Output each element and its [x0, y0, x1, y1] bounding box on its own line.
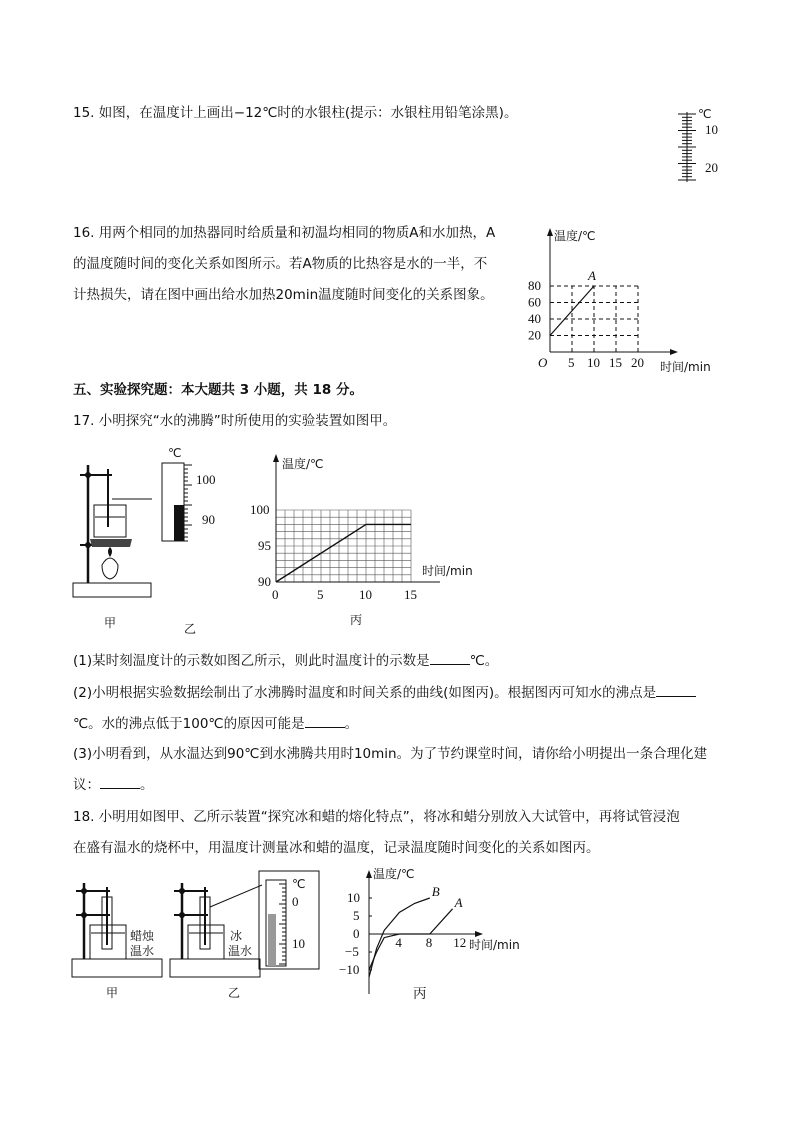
x-arrow: [475, 931, 483, 937]
q17-p2b: [73, 713, 358, 734]
x-tick-label: 8: [425, 935, 433, 950]
x-tick-label: 5: [568, 355, 575, 370]
q18-label-water2: 温水: [228, 944, 253, 958]
q15-text: 15. 如图，在温度计上画出−12℃时的水银柱(提示：水银柱用铅笔涂黑)。: [73, 105, 518, 121]
q15-tick-10: 10: [705, 122, 718, 137]
q18-graph: [335, 862, 535, 1007]
q16-line2: 的温度随时间的变化关系如图所示。若A物质的比热容是水的一半，不: [73, 256, 488, 272]
q18-ticks: [279, 884, 286, 964]
q16-graph: [520, 222, 730, 377]
x-axis-label: 时间/min: [422, 564, 473, 578]
q17-label-jia: 甲: [104, 616, 117, 630]
q17-thermometer: [150, 443, 230, 643]
y-tick-label: −5: [345, 944, 359, 959]
y-tick-label: 20: [528, 327, 541, 343]
q17-tick-90: 90: [202, 512, 215, 527]
q15-unit: ℃: [698, 107, 712, 121]
x-tick-label: 4: [395, 935, 402, 950]
q15-thermometer: [660, 100, 740, 190]
q18-thermo-unit: ℃: [292, 877, 306, 891]
q17-p2-end: 。: [344, 716, 359, 732]
q15-ticks: [678, 114, 696, 180]
y-arrow: [273, 454, 279, 462]
q17-apparatus: [68, 455, 158, 635]
y-tick-label: 5: [353, 908, 360, 923]
q18-apparatus-jia: [68, 875, 168, 1005]
y-axis-label: 温度/℃: [282, 457, 324, 471]
q17-ticks: [184, 465, 192, 541]
q15-tick-20: 20: [705, 160, 718, 175]
q17-p3b-text: 议：: [73, 777, 100, 793]
y-tick-label: −10: [339, 962, 360, 977]
x-tick-label: 10: [359, 587, 372, 602]
y-arrow: [547, 228, 553, 236]
q18-label-jia: 甲: [106, 986, 119, 1000]
q17-blank-4[interactable]: [100, 774, 140, 789]
x-tick-label: 15: [404, 587, 417, 602]
q16-line1: 16. 用两个相同的加热器同时给质量和初温均相同的物质A和水加热，A: [73, 225, 496, 241]
q18-tick-10: 10: [292, 936, 305, 951]
q18-line1: 18. 小明用如图甲、乙所示装置“探究冰和蜡的熔化特点”，将冰和蜡分别放入大试管中，再将试管浸泡: [73, 809, 680, 825]
q18-apparatus-yi: [166, 875, 266, 1005]
x-tick-label: 15: [609, 355, 622, 370]
x-tick-label: 12: [453, 935, 467, 950]
q18-tick-0: 0: [292, 894, 299, 909]
y-axis-label: 温度/℃: [373, 867, 415, 881]
x-arrow: [670, 349, 678, 355]
q17-p2b-text: ℃。水的沸点低于100℃的原因可能是: [73, 716, 305, 732]
series-A-line: [369, 909, 453, 970]
origin-label: O: [538, 355, 548, 370]
section5-title: 五、实验探究题：本大题共 3 小题，共 18 分。: [73, 382, 363, 398]
y-tick-label: 80: [528, 278, 541, 293]
q17-p2a-text: (2)小明根据实验数据绘制出了水沸腾时温度和时间关系的曲线(如图丙)。根据图丙可知水的沸点是: [73, 685, 657, 701]
series-A-label: A: [588, 268, 596, 283]
x-tick-label: 10: [587, 355, 600, 370]
y-tick-label: 100: [250, 502, 270, 517]
q17-p1-text: (1)某时刻温度计的示数如图乙所示，则此时温度计的示数是: [73, 653, 430, 669]
series-A-label: A: [454, 894, 463, 910]
q18-label-yi: 乙: [228, 986, 241, 1000]
q17-p3b: [73, 774, 154, 795]
q17-intro: 17. 小明探究“水的沸腾”时所使用的实验装置如图甲。: [73, 413, 397, 429]
q17-p1-end: ℃。: [469, 653, 499, 669]
q17-label-yi: 乙: [184, 622, 197, 636]
y-tick-label: 0: [353, 926, 360, 941]
q17-blank-3[interactable]: [305, 713, 345, 728]
x-tick-label: 0: [272, 587, 279, 602]
q17-p2a: [73, 682, 696, 703]
series-B-label: B: [431, 884, 440, 899]
q17-thermo-unit: ℃: [168, 446, 182, 460]
q17-tick-100: 100: [196, 472, 216, 487]
y-tick-label: 90: [258, 574, 271, 589]
y-axis-label: 温度/℃: [554, 229, 596, 243]
y-tick-label: 10: [347, 890, 360, 905]
q17-p3a: (3)小明看到，从水温达到90℃到水沸腾共用时10min。为了节约课堂时间，请你给小明提出一条合理化建: [73, 746, 708, 762]
q17-p3-end: 。: [140, 777, 154, 793]
q18-label-water1: 温水: [130, 944, 155, 958]
x-tick-label: 20: [631, 355, 644, 370]
q17-p1: [73, 650, 498, 671]
q17-blank-1[interactable]: [430, 650, 470, 665]
q18-thermometer: [258, 870, 322, 976]
q17-blank-2[interactable]: [656, 682, 696, 697]
y-tick-label: 40: [528, 311, 541, 326]
x-axis-label: 时间/min: [469, 938, 520, 952]
y-tick-label: 95: [258, 538, 271, 553]
y-tick-label: 60: [528, 294, 541, 310]
q17-graph: [250, 452, 490, 632]
y-arrow: [366, 870, 372, 878]
x-axis-label: 时间/min: [660, 360, 711, 374]
q18-label-bing: 丙: [413, 986, 427, 1002]
q18-label-ice: 冰: [230, 929, 243, 943]
q18-line2: 在盛有温水的烧杯中，用温度计测量冰和蜡的温度，记录温度随时间变化的关系如图丙。: [73, 840, 600, 856]
x-tick-label: 5: [317, 587, 324, 602]
q16-line3: 计热损失，请在图中画出给水加热20min温度随时间变化的关系图象。: [73, 287, 494, 303]
q17-label-bing: 丙: [350, 613, 363, 627]
q18-label-wax: 蜡烛: [130, 929, 155, 943]
